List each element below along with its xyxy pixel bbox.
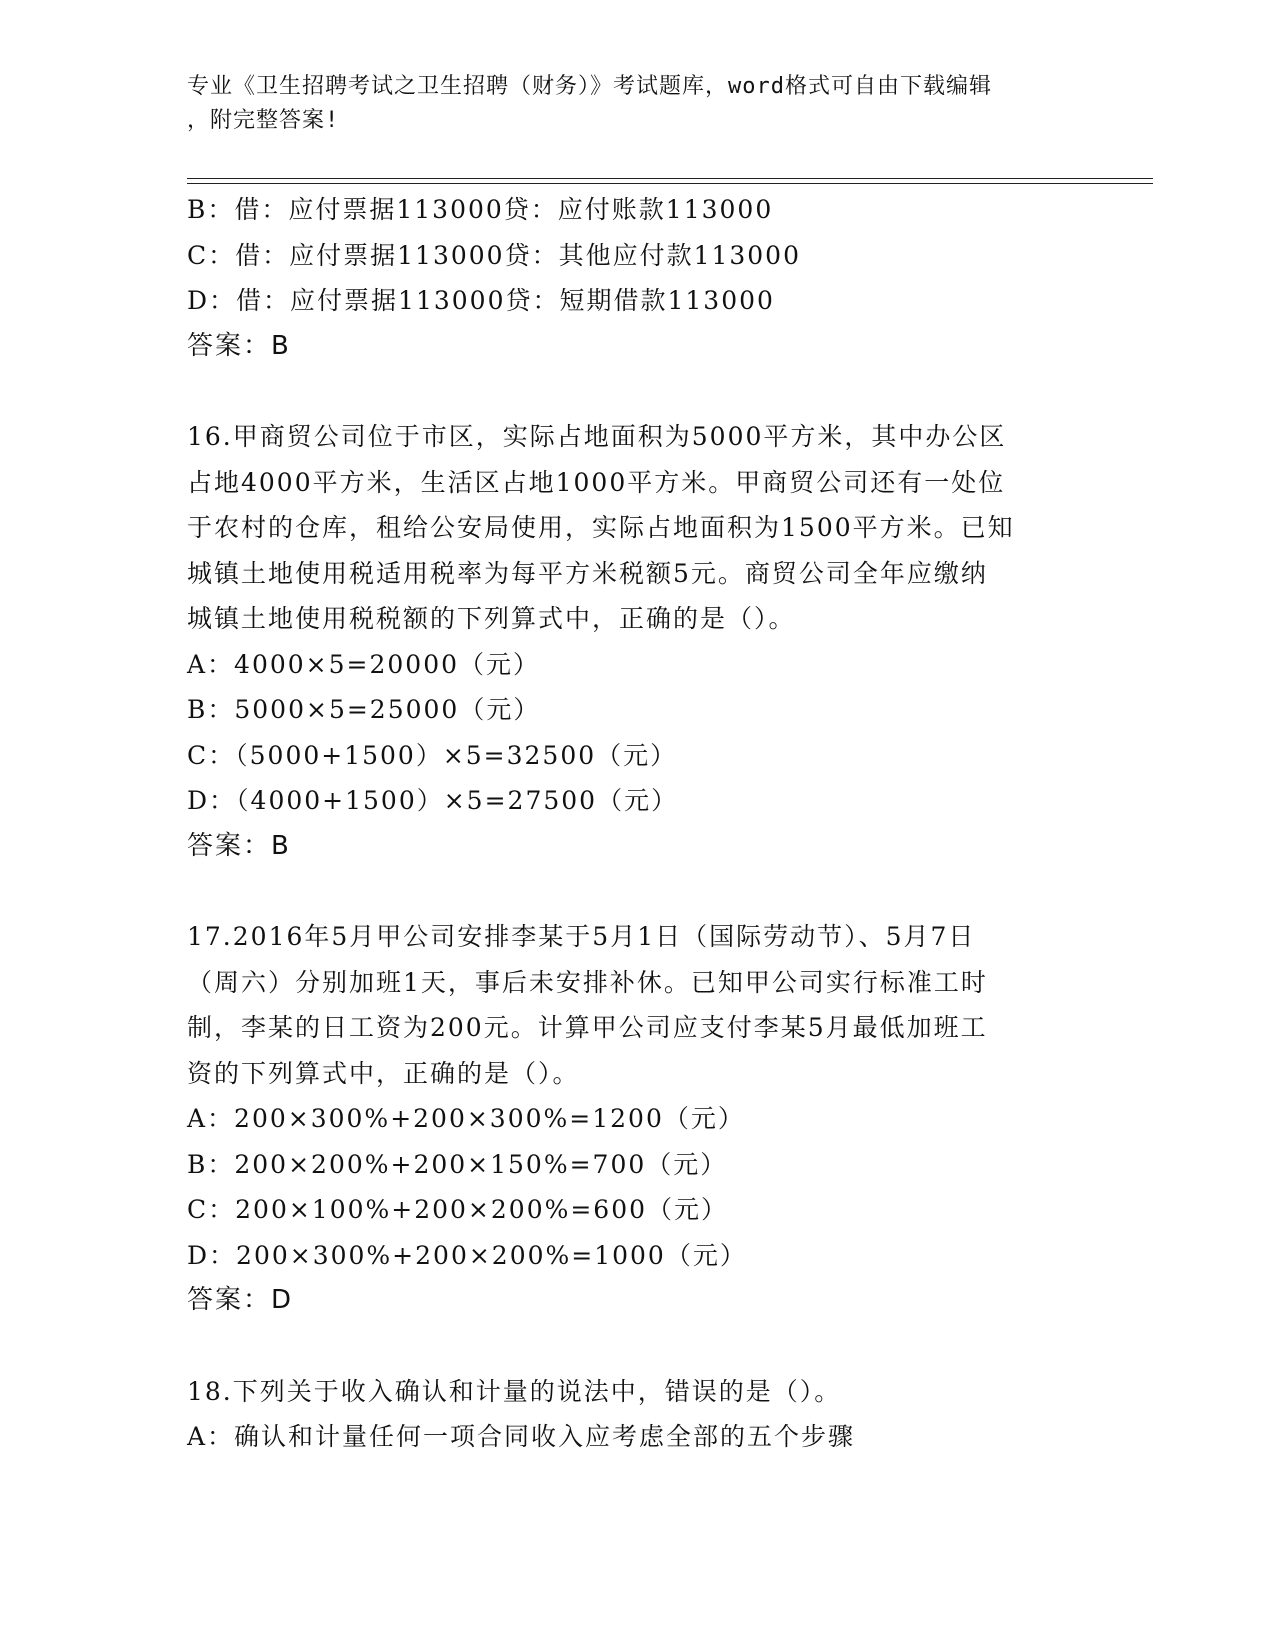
question-stem-line: 城镇土地使用税适用税率为每平方米税额5元。商贸公司全年应缴纳 bbox=[187, 558, 988, 588]
question-stem-line: （周六）分别加班1天，事后未安排补休。已知甲公司实行标准工时 bbox=[187, 967, 988, 997]
question-15 bbox=[187, 187, 1087, 369]
question-stem-line: 16.甲商贸公司位于市区，实际占地面积为5000平方米，其中办公区 bbox=[187, 422, 1007, 451]
spacer bbox=[187, 1324, 1087, 1369]
option-d: D：（4000+1500）×5=27500（元） bbox=[187, 786, 679, 815]
document-body bbox=[187, 187, 1087, 1460]
spacer bbox=[187, 369, 1087, 414]
question-stem-line: 于农村的仓库，租给公安局使用，实际占地面积为1500平方米。已知 bbox=[187, 513, 1015, 542]
spacer bbox=[187, 869, 1087, 914]
option-b: B：5000×5=25000（元） bbox=[187, 695, 541, 724]
question-17 bbox=[187, 914, 1087, 1324]
option-b: B：200×200%+200×150%=700（元） bbox=[187, 1149, 728, 1179]
question-stem-line: 城镇土地使用税税额的下列算式中，正确的是（）。 bbox=[187, 604, 796, 633]
question-stem-line: 制，李某的日工资为200元。计算甲公司应支付李某5月最低加班工 bbox=[187, 1013, 988, 1042]
option-c: C：借：应付票据113000贷：其他应付款113000 bbox=[187, 240, 801, 270]
header-line-1: 专业《卫生招聘考试之卫生招聘（财务）》考试题库，word格式可自由下载编辑 bbox=[187, 74, 992, 99]
question-stem-line: 18.下列关于收入确认和计量的说法中，错误的是（）。 bbox=[187, 1376, 842, 1406]
answer: 答案：D bbox=[187, 1285, 294, 1315]
question-16 bbox=[187, 414, 1087, 869]
option-c: C：（5000+1500）×5=32500（元） bbox=[187, 740, 678, 770]
option-d: D：200×300%+200×200%=1000（元） bbox=[187, 1240, 747, 1270]
header-divider bbox=[187, 178, 1153, 184]
option-a: A：4000×5=20000（元） bbox=[187, 649, 541, 679]
question-stem-line: 资的下列算式中，正确的是（）。 bbox=[187, 1058, 580, 1088]
option-a: A：确认和计量任何一项合同收入应考虑全部的五个步骤 bbox=[187, 1422, 856, 1451]
header-line-2: ，附完整答案! bbox=[187, 108, 340, 133]
question-18 bbox=[187, 1369, 1087, 1460]
option-d: D：借：应付票据113000贷：短期借款113000 bbox=[187, 286, 775, 315]
answer: 答案：B bbox=[187, 830, 291, 861]
option-a: A：200×300%+200×300%=1200（元） bbox=[187, 1104, 745, 1133]
question-stem-line: 占地4000平方米，生活区占地1000平方米。甲商贸公司还有一处位 bbox=[187, 467, 1006, 497]
document-header bbox=[187, 70, 1067, 138]
option-b: B：借：应付票据113000贷：应付账款113000 bbox=[187, 195, 774, 224]
option-c: C：200×100%+200×200%=600（元） bbox=[187, 1195, 729, 1224]
answer: 答案：B bbox=[187, 330, 291, 361]
question-stem-line: 17.2016年5月甲公司安排李某于5月1日（国际劳动节）、5月7日 bbox=[187, 922, 976, 951]
